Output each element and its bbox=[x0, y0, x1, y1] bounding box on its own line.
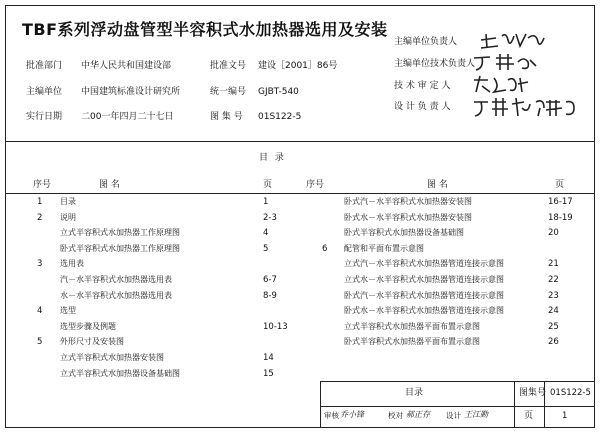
toc-seq: 5 bbox=[37, 337, 43, 347]
role-label: 主编单位技术负责人 bbox=[394, 59, 476, 69]
editor-unit-label: 主编单位 bbox=[26, 87, 63, 97]
toc-entry-page: 20 bbox=[548, 228, 559, 238]
toc-entry-name: 选型步骤及例题 bbox=[60, 322, 116, 331]
unified-no-label: 统一编号 bbox=[210, 87, 247, 97]
toc-entry-page: 21 bbox=[548, 259, 559, 269]
toc-entry-page: 14 bbox=[263, 353, 274, 363]
signature bbox=[470, 52, 540, 74]
col-header-page: 页 bbox=[263, 180, 273, 190]
document-title: TBF系列浮动盘管型半容积式水加热器选用及安装 bbox=[22, 20, 388, 39]
toc-entry-name: 卧式汽－水半容积式水加热器管道连接示意图 bbox=[344, 291, 504, 300]
toc-seq: 6 bbox=[322, 244, 328, 254]
toc-entry-name: 立式半容积式水加热器工作原理图 bbox=[60, 228, 180, 237]
approval-dept-label: 批准部门 bbox=[26, 61, 63, 71]
title-block-name: 目录 bbox=[405, 388, 424, 398]
toc-entry-name: 目录 bbox=[60, 197, 76, 206]
toc-entry-name: 水－水半容积式水加热器选用表 bbox=[60, 291, 172, 300]
toc-seq: 3 bbox=[37, 259, 43, 269]
toc-entry-page: 2-3 bbox=[263, 213, 277, 223]
approval-doc-value: 建设［2001］86号 bbox=[258, 61, 338, 71]
toc-entry-name: 配管和平面布置示意图 bbox=[344, 244, 424, 253]
title-block-atlas-value: 01S122-5 bbox=[550, 388, 591, 398]
approval-doc-label: 批准文号 bbox=[210, 61, 247, 71]
toc-entry-page: 1 bbox=[263, 197, 269, 207]
toc-entry-name: 说明 bbox=[60, 213, 76, 222]
toc-entry-page: 26 bbox=[548, 337, 559, 347]
toc-entry-name: 立式半容积式水加热器安装图 bbox=[60, 353, 164, 362]
title-block-top bbox=[320, 381, 595, 382]
role-label: 设 计 负 责 人 bbox=[394, 102, 451, 112]
signature bbox=[470, 74, 530, 96]
role-label: 主编单位负责人 bbox=[394, 37, 458, 47]
title-block-divider bbox=[514, 381, 515, 428]
title-block-mid bbox=[320, 406, 595, 407]
toc-entry-name: 卧式半容积式水加热器设备基础图 bbox=[344, 228, 464, 237]
toc-entry-name: 立式半容积式水加热器设备基础图 bbox=[60, 369, 180, 378]
toc-entry-page: 25 bbox=[548, 322, 559, 332]
design-signature: 王江勤 bbox=[464, 410, 488, 419]
toc-seq: 4 bbox=[37, 306, 43, 316]
toc-entry-page: 23 bbox=[548, 291, 559, 301]
toc-entry-page: 18-19 bbox=[548, 213, 573, 223]
check-signature: 郝正存 bbox=[406, 410, 430, 419]
toc-entry-name: 卧式水－水半容积式水加热器安装图 bbox=[344, 213, 472, 222]
toc-entry-name: 卧式水－水半容积式水加热器管道连接示意图 bbox=[344, 306, 504, 315]
header-divider bbox=[5, 141, 595, 142]
title-block-left bbox=[320, 381, 321, 428]
design-label: 设计 bbox=[446, 411, 461, 420]
toc-entry-name: 卧式汽－水半容积式水加热器安装图 bbox=[344, 197, 472, 206]
toc-entry-page: 16-17 bbox=[548, 197, 573, 207]
page-label: 页 bbox=[524, 411, 534, 421]
toc-entry-name: 卧式半容积式水加热器工作原理图 bbox=[60, 244, 180, 253]
toc-entry-name: 立式水－水半容积式水加热器管道连接示意图 bbox=[344, 275, 504, 284]
role-label: 技 术 审 定 人 bbox=[394, 81, 451, 91]
toc-entry-page: 15 bbox=[263, 369, 274, 379]
unified-no-value: GJBT-540 bbox=[258, 87, 299, 97]
atlas-no-label: 图 集 号 bbox=[210, 112, 243, 122]
toc-entry-name: 卧式半容积式水加热器平面布置示意图 bbox=[344, 337, 480, 346]
col-header-page: 页 bbox=[555, 180, 565, 190]
toc-entry-name: 选型 bbox=[60, 306, 76, 315]
check-label: 校对 bbox=[388, 411, 403, 420]
atlas-no-value: 01S122-5 bbox=[258, 112, 302, 122]
toc-entry-page: 6-7 bbox=[263, 275, 277, 285]
toc-header-divider bbox=[5, 193, 595, 194]
toc-seq: 1 bbox=[37, 197, 43, 207]
col-header-name: 图 名 bbox=[99, 180, 120, 190]
toc-entry-name: 立式汽－水半容积式水加热器管道连接示意图 bbox=[344, 259, 504, 268]
toc-seq: 2 bbox=[37, 213, 43, 223]
toc-entry-name: 选用表 bbox=[60, 259, 84, 268]
toc-entry-page: 8-9 bbox=[263, 291, 277, 301]
page-number: 1 bbox=[562, 411, 568, 421]
approval-dept-value: 中华人民共和国建设部 bbox=[81, 61, 172, 71]
col-header-seq: 序号 bbox=[306, 180, 325, 190]
review-signature: 乔小锋 bbox=[340, 410, 364, 419]
signature bbox=[478, 30, 548, 52]
review-label: 审核 bbox=[324, 411, 339, 420]
effective-date-label: 实行日期 bbox=[26, 112, 63, 122]
col-header-seq: 序号 bbox=[33, 180, 52, 190]
toc-entry-page: 10-13 bbox=[263, 322, 288, 332]
editor-unit-value: 中国建筑标准设计研究所 bbox=[81, 87, 181, 97]
toc-entry-page: 24 bbox=[548, 306, 559, 316]
toc-entry-name: 汽－水半容积式水加热器选用表 bbox=[60, 275, 172, 284]
toc-entry-page: 4 bbox=[263, 228, 269, 238]
title-block-atlas-label: 图集号 bbox=[519, 388, 547, 398]
signature bbox=[470, 96, 580, 120]
toc-heading: 目 录 bbox=[259, 153, 286, 163]
toc-entry-page: 22 bbox=[548, 275, 559, 285]
toc-entry-name: 立式半容积式水加热器平面布置示意图 bbox=[344, 322, 480, 331]
effective-date-value: 二00一年四月二十七日 bbox=[81, 112, 174, 122]
col-header-name: 图 名 bbox=[427, 180, 448, 190]
toc-entry-page: 5 bbox=[263, 244, 269, 254]
toc-entry-name: 外形尺寸及安装图 bbox=[60, 337, 124, 346]
